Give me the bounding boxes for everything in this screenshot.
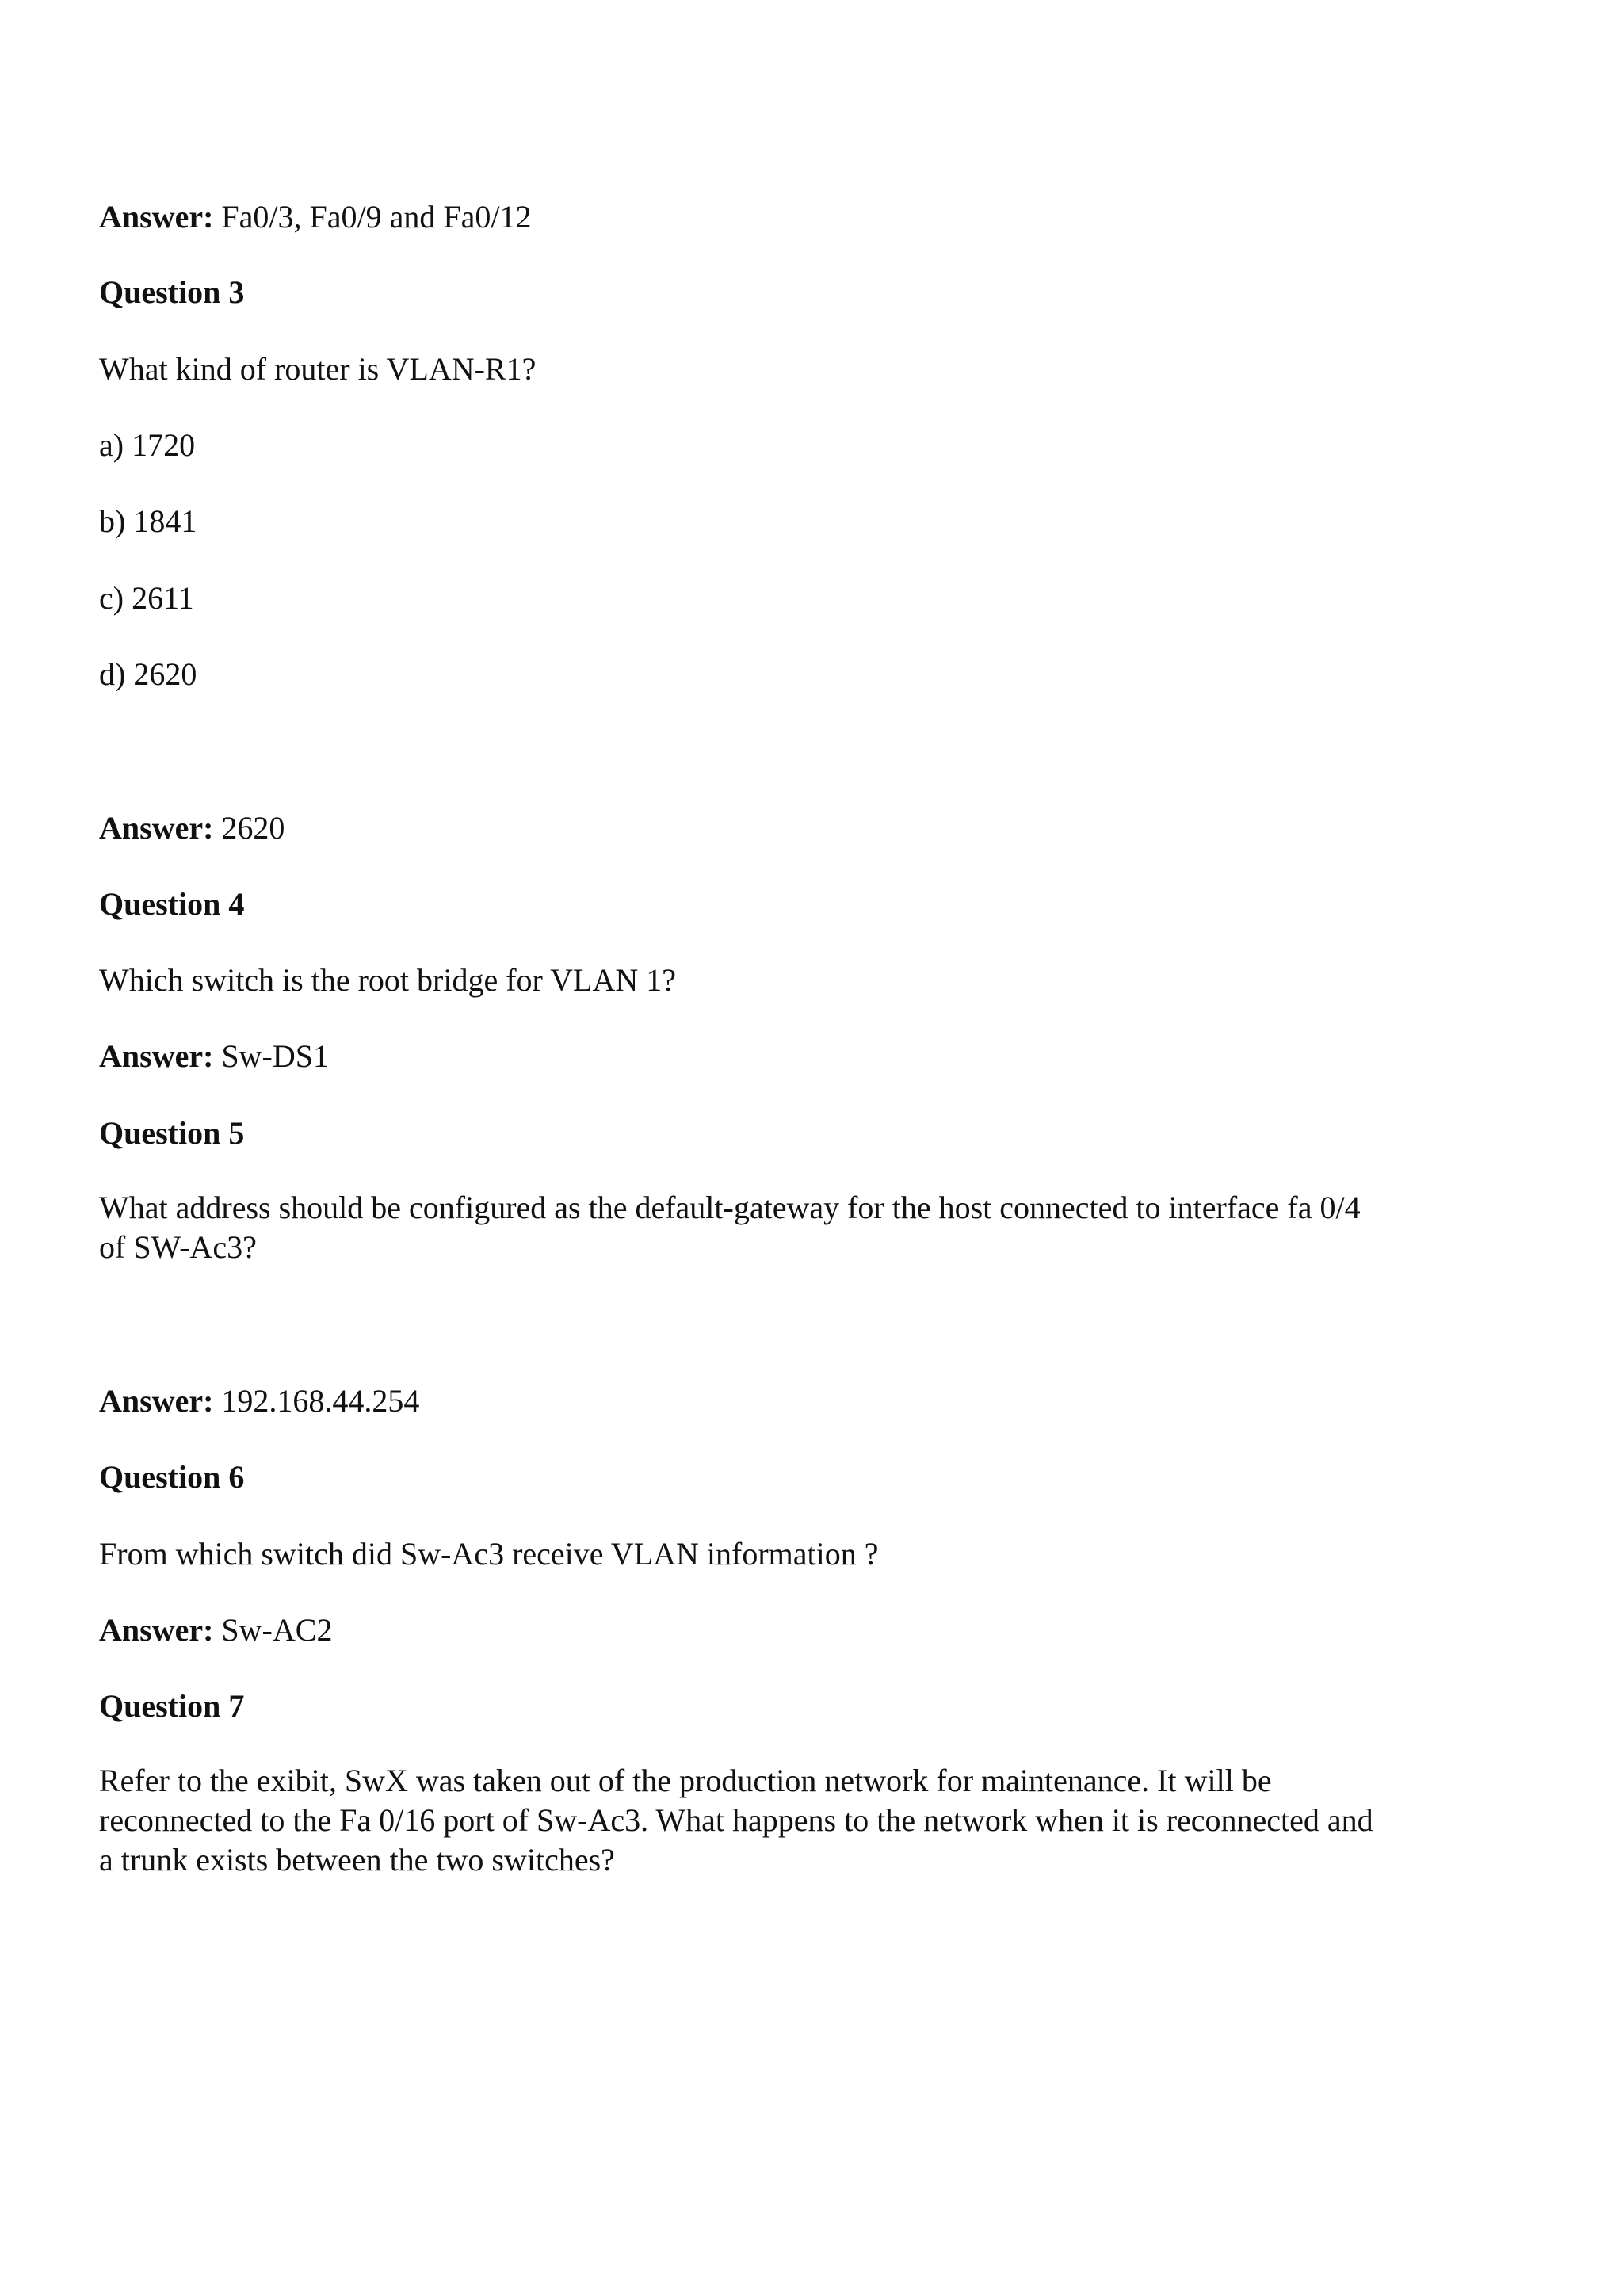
answer-value: 2620 [213,810,285,846]
question-3-option-c: c) 2611 [99,580,194,616]
answer-label: Answer: [99,1612,214,1648]
question-3-option-b: b) 1841 [99,503,197,539]
answer-value: 192.168.44.254 [213,1383,420,1419]
question-6-text: From which switch did Sw-Ac3 receive VLAN information ? [99,1536,879,1572]
answer-line-q5 [99,1382,419,1420]
answer-label: Answer: [99,199,214,235]
question-7-heading: Question 7 [99,1688,245,1724]
question-5-text: What address should be configured as the default-gateway for the host connected to interface fa 0/4 of SW-Ac3? [99,1190,1361,1265]
question-5-heading: Question 5 [99,1115,245,1151]
question-3-heading: Question 3 [99,274,245,310]
answer-label: Answer: [99,1383,214,1419]
question-4-text: Which switch is the root bridge for VLAN 1? [99,962,676,998]
question-3-option-d: d) 2620 [99,656,197,692]
answer-line-q3 [99,809,285,847]
question-3-text: What kind of router is VLAN-R1? [99,351,537,387]
answer-line-q6 [99,1611,332,1649]
question-6-heading: Question 6 [99,1459,245,1495]
answer-label: Answer: [99,1038,214,1074]
answer-value: Sw-AC2 [213,1612,333,1648]
question-4-heading: Question 4 [99,886,245,922]
question-3-option-a: a) 1720 [99,427,196,463]
answer-line-q4 [99,1037,329,1075]
question-7-text: Refer to the exibit, SwX was taken out of the production network for maintenance. It will be reconnected to the Fa 0/16 port of Sw-Ac3. What happens to the network when it is reconnected and a trunk exists between the two switches? [99,1763,1373,1878]
answer-line-q2 [99,198,532,236]
answer-label: Answer: [99,810,214,846]
answer-value: Fa0/3, Fa0/9 and Fa0/12 [213,199,532,235]
answer-value: Sw-DS1 [213,1038,330,1074]
